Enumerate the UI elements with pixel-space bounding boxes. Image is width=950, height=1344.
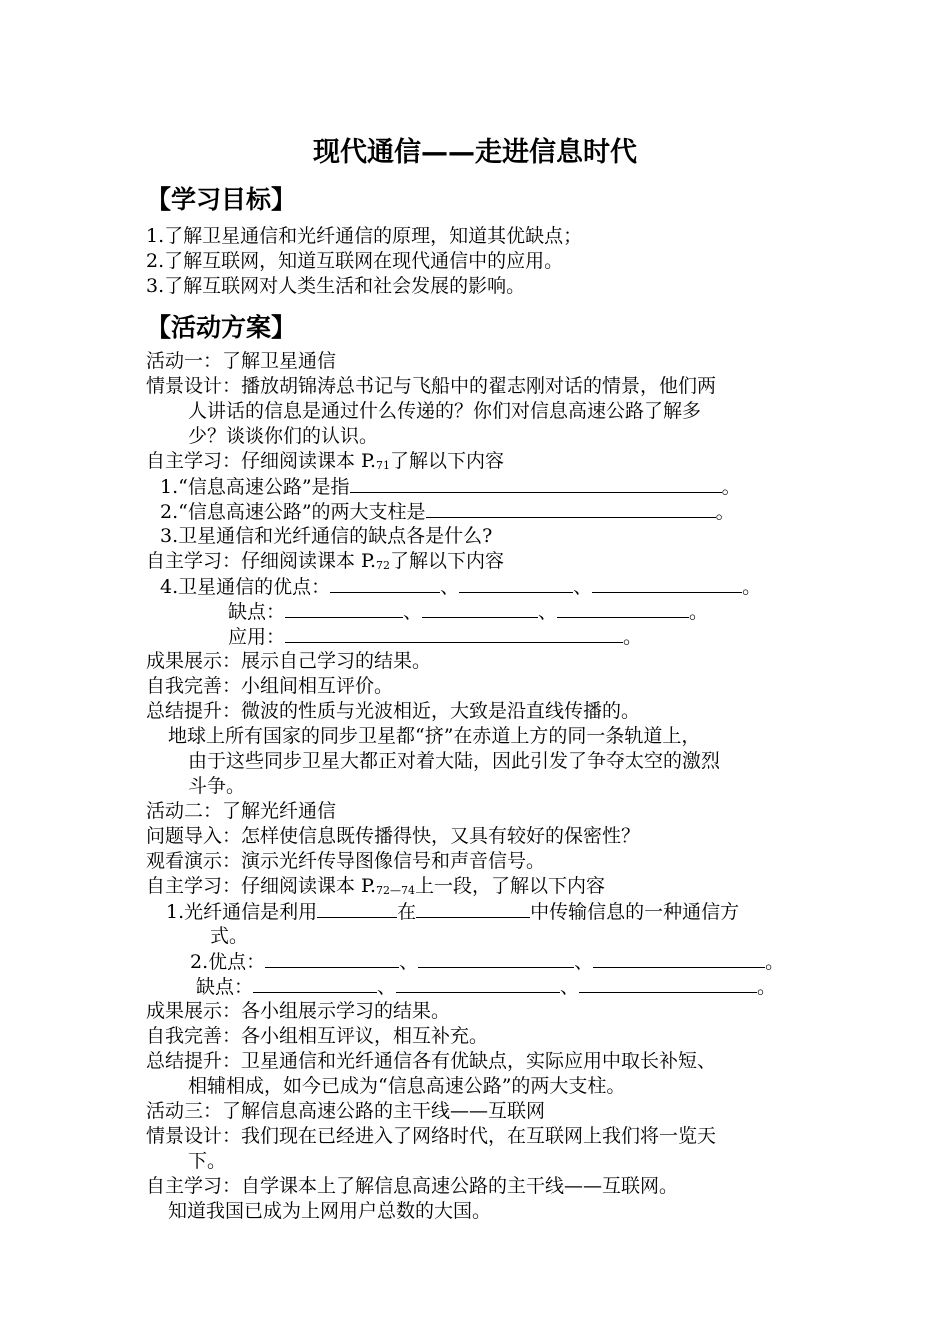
answer-blank[interactable] [418, 949, 574, 968]
activity1-self-study-2: 自主学习：仔细阅读课本 $P._{72}$了解以下内容 [146, 550, 505, 572]
activity2-demo: 观看演示：演示光纤传导图像信号和声音信号。 [146, 850, 546, 872]
activity1-title: 活动一：了解卫星通信 [146, 350, 337, 372]
activity1-question-1: 1.“信息高速公路”是指 。 [160, 476, 741, 498]
answer-blank[interactable] [265, 949, 399, 968]
activity2-self-study: 自主学习：仔细阅读课本 $P._{72—74}$上一段，了解以下内容 [146, 875, 606, 897]
activity1-scene-line3: 少？谈谈你们的认识。 [188, 425, 379, 447]
activity2-summary-line2: 相辅相成，如今已成为“信息高速公路”的两大支柱。 [188, 1075, 626, 1097]
answer-blank[interactable] [557, 599, 689, 618]
activity1-question-4-applications: 应用： 。 [228, 626, 643, 648]
activity2-question-2-cons: 缺点： 、 、 。 [196, 976, 777, 998]
activity2-question-2-pros: 2.优点： 、 、 。 [190, 951, 785, 973]
answer-blank[interactable] [396, 974, 560, 993]
answer-blank[interactable] [593, 949, 765, 968]
answer-blank[interactable] [579, 974, 757, 993]
goal-2: 2.了解互联网，知道互联网在现代通信中的应用。 [146, 250, 564, 272]
answer-blank[interactable] [317, 899, 397, 918]
answer-blank[interactable] [330, 574, 440, 593]
activity1-summary-line4: 斗争。 [188, 775, 246, 797]
activity1-question-2: 2.“信息高速公路”的两大支柱是 。 [160, 501, 735, 523]
activity1-scene-line1: 情景设计：播放胡锦涛总书记与飞船中的翟志刚对话的情景，他们两 [146, 375, 717, 397]
answer-blank[interactable] [350, 474, 722, 493]
activity2-result: 成果展示：各小组展示学习的结果。 [146, 1000, 451, 1022]
answer-blank[interactable] [416, 899, 530, 918]
activity1-summary: 总结提升：微波的性质与光波相近，大致是沿直线传播的。 [146, 700, 641, 722]
answer-blank[interactable] [459, 574, 573, 593]
page-title: 现代通信——走进信息时代 [313, 137, 637, 168]
activity1-summary-line3: 由于这些同步卫星大都正对着大陆，因此引发了争夺太空的激烈 [188, 750, 721, 772]
activity1-question-3: 3.卫星通信和光纤通信的缺点各是什么? [160, 525, 493, 547]
activity3-scene-line1: 情景设计：我们现在已经进入了网络时代，在互联网上我们将一览天 [146, 1125, 717, 1147]
activity1-self-study-1: 自主学习：仔细阅读课本 $P._{71}$了解以下内容 [146, 450, 505, 472]
activity3-know: 知道我国已成为上网用户总数的大国。 [168, 1200, 492, 1222]
heading-activity-plan: 【活动方案】 [146, 313, 297, 342]
heading-learning-goals: 【学习目标】 [146, 185, 297, 214]
activity2-improve: 自我完善：各小组相互评议，相互补充。 [146, 1025, 489, 1047]
activity3-scene-line2: 下。 [188, 1150, 227, 1172]
goal-3: 3.了解互联网对人类生活和社会发展的影响。 [146, 275, 526, 297]
activity1-question-4-cons: 缺点： 、 、 。 [228, 601, 709, 623]
activity1-scene-line2: 人讲话的信息是通过什么传递的？你们对信息高速公路了解多 [188, 400, 702, 422]
activity2-question-1-line2: 式。 [210, 925, 249, 947]
answer-blank[interactable] [592, 574, 742, 593]
activity1-question-4-pros: 4.卫星通信的优点： 、 、 。 [160, 576, 762, 598]
answer-blank[interactable] [422, 599, 538, 618]
answer-blank[interactable] [285, 599, 403, 618]
answer-blank[interactable] [426, 499, 716, 518]
activity3-title: 活动三：了解信息高速公路的主干线——互联网 [146, 1100, 546, 1122]
activity1-improve: 自我完善：小组间相互评价。 [146, 675, 394, 697]
activity3-self-study: 自主学习：自学课本上了解信息高速公路的主干线——互联网。 [146, 1175, 679, 1197]
activity2-question: 问题导入：怎样使信息既传播得快，又具有较好的保密性？ [146, 825, 641, 847]
activity2-question-1: 1.光纤通信是利用 在 中传输信息的一种通信方 [166, 901, 740, 923]
activity1-result: 成果展示：展示自己学习的结果。 [146, 650, 432, 672]
activity2-summary: 总结提升：卫星通信和光纤通信各有优缺点，实际应用中取长补短、 [146, 1050, 717, 1072]
answer-blank[interactable] [253, 974, 377, 993]
goal-1: 1.了解卫星通信和光纤通信的原理，知道其优缺点； [146, 225, 583, 247]
activity2-title: 活动二：了解光纤通信 [146, 800, 337, 822]
answer-blank[interactable] [285, 624, 623, 643]
activity1-summary-line2: 地球上所有国家的同步卫星都“挤”在赤道上方的同一条轨道上， [168, 725, 701, 747]
